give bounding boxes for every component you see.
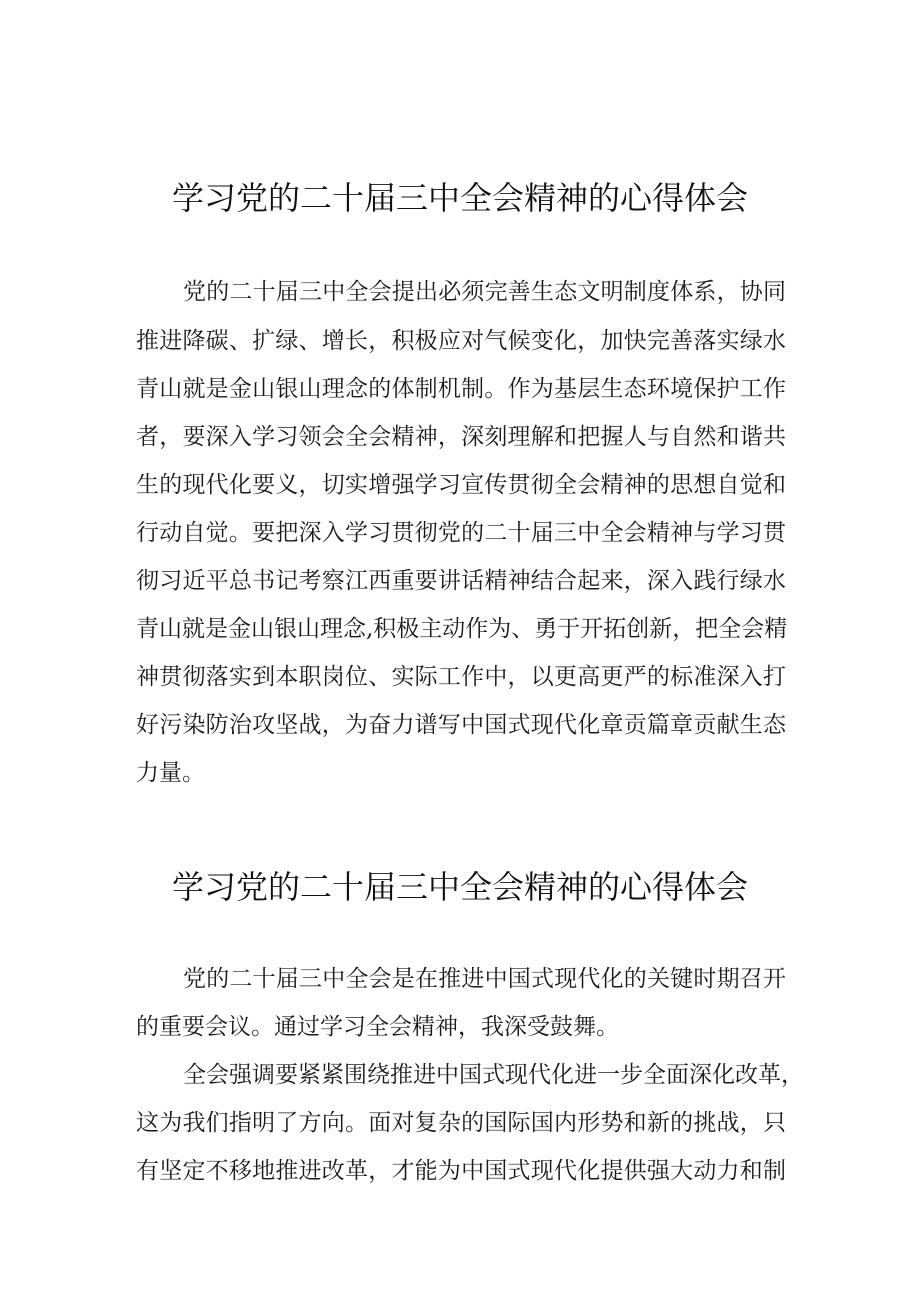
paragraph-line: 这为我们指明了方向。面对复杂的国际国内形势和新的挑战，只	[136, 1110, 786, 1136]
paragraph-line: 力量。	[136, 760, 205, 786]
paragraph-line: 有坚定不移地推进改革，才能为中国式现代化提供强大动力和制	[136, 1158, 786, 1184]
paragraph-line: 彻习近平总书记考察江西重要讲话精神结合起来，深入践行绿水	[136, 568, 786, 594]
paragraph-line: 党的二十届三中全会提出必须完善生态文明制度体系，协同	[183, 279, 786, 305]
paragraph-line: 青山就是金山银山理念的体制机制。作为基层生态环境保护工作	[136, 376, 786, 402]
paragraph-line: 青山就是金山银山理念,积极主动作为、勇于开拓创新，把全会精	[136, 616, 788, 642]
paragraph-line: 行动自觉。要把深入学习贯彻党的二十届三中全会精神与学习贯	[136, 520, 786, 546]
paragraph-line: 党的二十届三中全会是在推进中国式现代化的关键时期召开	[183, 966, 786, 992]
paragraph-line: 推进降碳、扩绿、增长，积极应对气候变化，加快完善落实绿水	[136, 328, 786, 354]
paragraph-line: 神贯彻落实到本职岗位、实际工作中，以更高更严的标准深入打	[136, 664, 786, 690]
section-1-title: 学习党的二十届三中全会精神的心得体会	[171, 179, 748, 217]
paragraph-line: 的重要会议。通过学习全会精神，我深受鼓舞。	[136, 1014, 619, 1040]
paragraph-line: 者，要深入学习领会全会精神，深刻理解和把握人与自然和谐共	[136, 424, 786, 450]
paragraph-line: 全会强调要紧紧围绕推进中国式现代化进一步全面深化改革，	[183, 1062, 804, 1088]
paragraph-line: 生的现代化要义，切实增强学习宣传贯彻全会精神的思想自觉和	[136, 472, 786, 498]
paragraph-line: 好污染防治攻坚战，为奋力谱写中国式现代化章贡篇章贡献生态	[136, 712, 786, 738]
section-2-title: 学习党的二十届三中全会精神的心得体会	[171, 868, 748, 906]
